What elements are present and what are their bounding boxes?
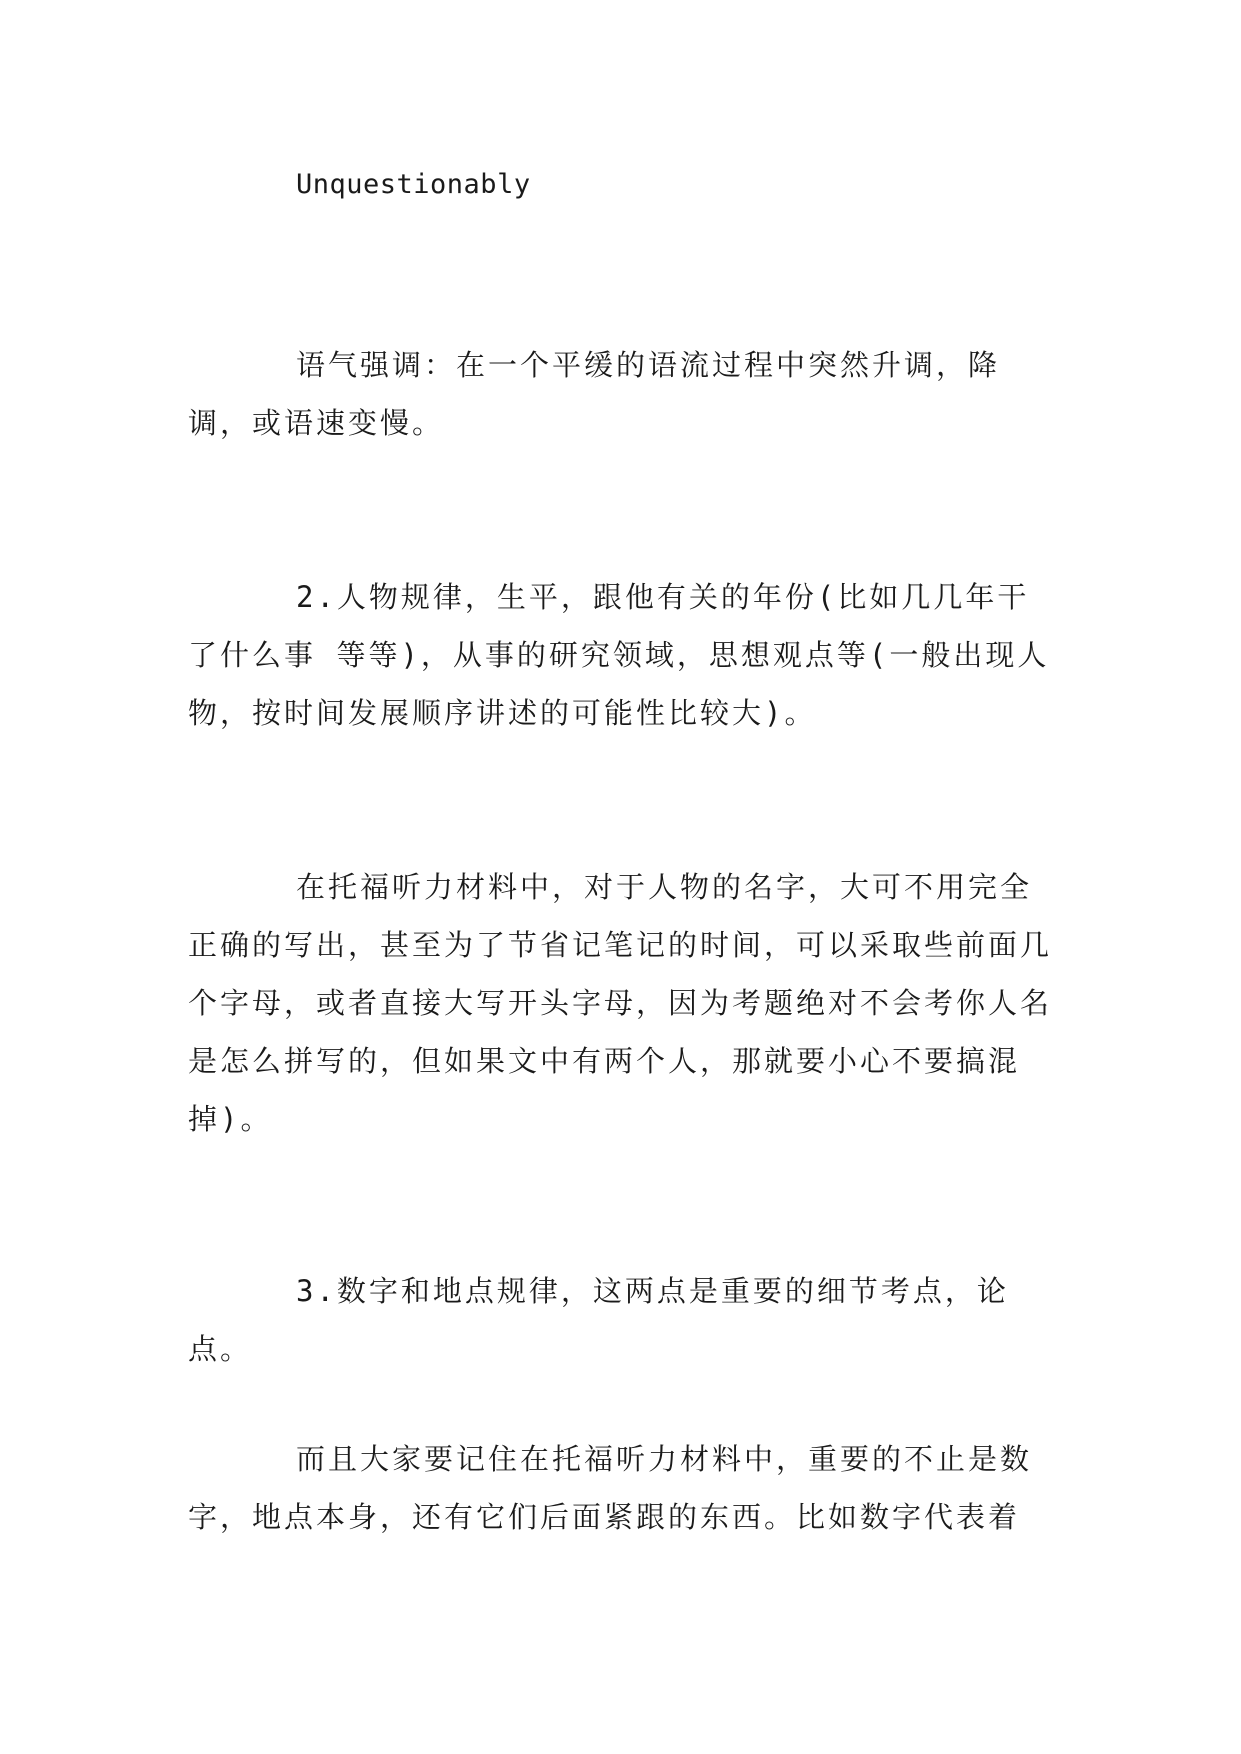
- paragraph-remember: 而且大家要记住在托福听力材料中，重要的不止是数字，地点本身，还有它们后面紧跟的东西。比如数字代表着: [188, 1442, 1033, 1534]
- paragraph-person-names: 在托福听力材料中，对于人物的名字，大可不用完全正确的写出，甚至为了节省记笔记的时间，可以采取些前面几个字母，或者直接大写开头字母，因为考题绝对不会考你人名是怎么拼写的，但如果文中有两个人，那就要小心不要搞混掉)。: [188, 870, 1053, 1136]
- paragraph-heading-word: Unquestionably: [296, 169, 531, 200]
- paragraph-person-rule: 2.人物规律，生平，跟他有关的年份(比如几几年干了什么事 等等)，从事的研究领域，思想观点等(一般出现人物，按时间发展顺序讲述的可能性比较大)。: [188, 580, 1050, 730]
- paragraph-numbers-places: 3.数字和地点规律，这两点是重要的细节考点，论点。: [188, 1274, 1009, 1366]
- paragraph-tone-emphasis: 语气强调：在一个平缓的语流过程中突然升调，降调，或语速变慢。: [188, 348, 1001, 440]
